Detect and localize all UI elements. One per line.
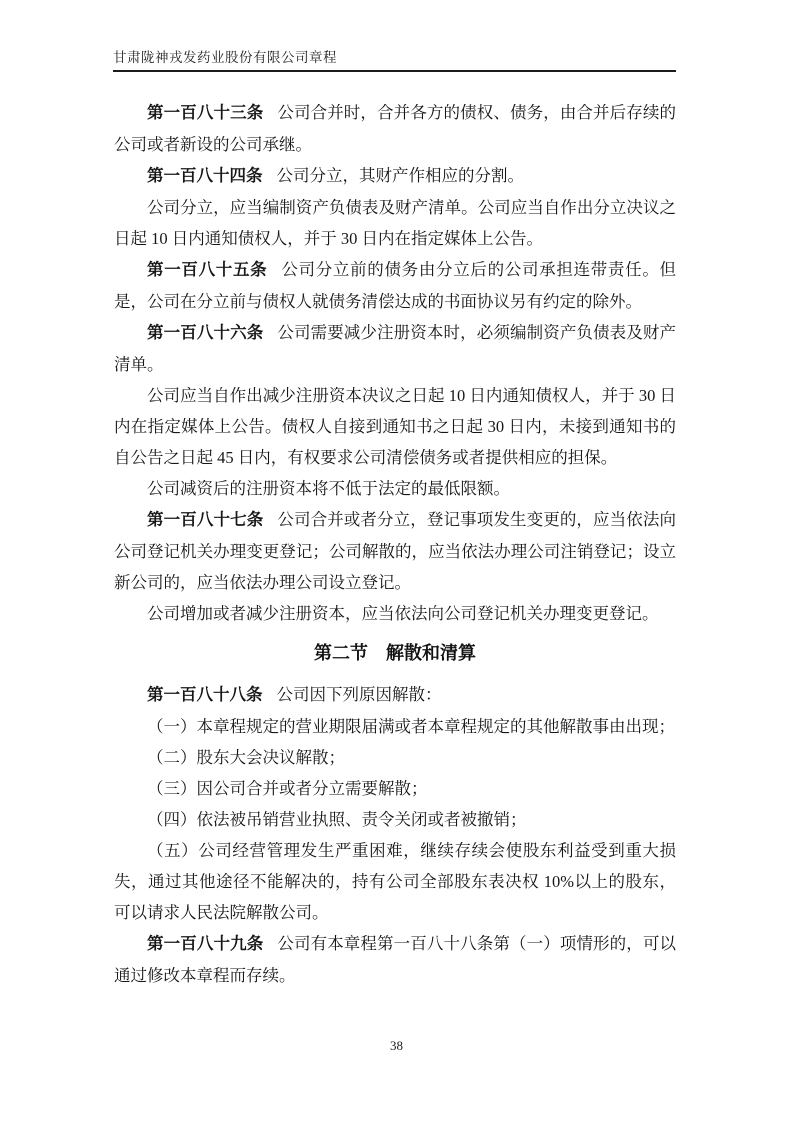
article-188-text: 公司因下列原因解散：	[276, 685, 442, 704]
article-183-text: 公司合并时，合并各方的债权、债务，由合并后存续的公司或者新设的公司承继。	[114, 103, 677, 154]
article-185-number: 第一百八十五条	[147, 261, 268, 279]
clause-text: （五）公司经营管理发生严重困难，继续存续会使股东利益受到重大损失，通过其他途径不能解决的，持有公司全部股东表决权 10%以上的股东，可以请求人民法院解散公司。	[114, 841, 676, 922]
article-188	[114, 679, 676, 711]
article-184-text: 公司分立，其财产作相应的分割。	[276, 166, 525, 185]
clause-text: （二）股东大会决议解散；	[147, 748, 345, 767]
article-183-number: 第一百八十三条	[147, 104, 264, 122]
paragraph-text: 公司增加或者减少注册资本，应当依法向公司登记机关办理变更登记。	[147, 604, 659, 623]
article-187-continuation	[114, 598, 676, 629]
page-header	[113, 50, 676, 72]
document-body	[114, 97, 676, 991]
clause-item-3	[114, 773, 676, 804]
clause-text: （四）依法被吊销营业执照、责令关闭或者被撤销；	[147, 810, 527, 829]
article-186-text: 公司需要减少注册资本时，必须编制资产负债表及财产清单。	[114, 323, 677, 374]
page-number: 38	[390, 1038, 403, 1053]
article-184-number: 第一百八十四条	[147, 167, 263, 185]
article-189-text: 公司有本章程第一百八十八条第（一）项情形的，可以通过修改本章程而存续。	[114, 934, 677, 985]
clause-item-1	[114, 711, 676, 742]
section-heading: 第二节 解散和清算	[314, 643, 476, 663]
clause-item-4	[114, 804, 676, 835]
clause-text: （一）本章程规定的营业期限届满或者本章程规定的其他解散事由出现；	[147, 717, 675, 736]
article-184	[114, 160, 676, 192]
paragraph-text: 公司应当自作出减少注册资本决议之日起 10 日内通知债权人，并于 30 日内在指定媒体上公告。债权人自接到通知书之日起 30 日内，未接到通知书的自公告之日起 45 日内，有权要求公司清偿债务或者提供相应的担保。	[114, 386, 676, 467]
article-185-text: 公司分立前的债务由分立后的公司承担连带责任。但是，公司在分立前与债权人就债务清偿达成的书面协议另有约定的除外。	[114, 260, 677, 311]
article-189	[114, 928, 676, 991]
article-183	[114, 97, 676, 160]
article-188-number: 第一百八十八条	[147, 686, 263, 704]
clause-text: （三）因公司合并或者分立需要解散；	[147, 779, 428, 798]
article-187-number: 第一百八十七条	[147, 511, 264, 529]
article-187	[114, 504, 676, 598]
article-186-continuation-2	[114, 473, 676, 504]
header-title: 甘肃陇神戎发药业股份有限公司章程	[113, 50, 337, 65]
paragraph-text: 公司减资后的注册资本将不低于法定的最低限额。	[147, 479, 510, 498]
article-185	[114, 254, 676, 317]
article-187-text: 公司合并或者分立，登记事项发生变更的，应当依法向公司登记机关办理变更登记；公司解散的，应当依法办理公司注销登记；设立新公司的，应当依法办理公司设立登记。	[114, 510, 677, 592]
clause-item-2	[114, 742, 676, 773]
paragraph-text: 公司分立，应当编制资产负债表及财产清单。公司应当自作出分立决议之日起 10 日内通知债权人，并于 30 日内在指定媒体上公告。	[114, 198, 676, 248]
article-184-continuation	[114, 192, 676, 254]
article-189-number: 第一百八十九条	[147, 935, 264, 953]
page-footer	[0, 1037, 793, 1055]
article-186-number: 第一百八十六条	[147, 324, 264, 342]
clause-item-5	[114, 835, 676, 928]
article-186	[114, 317, 676, 380]
article-186-continuation-1	[114, 380, 676, 473]
